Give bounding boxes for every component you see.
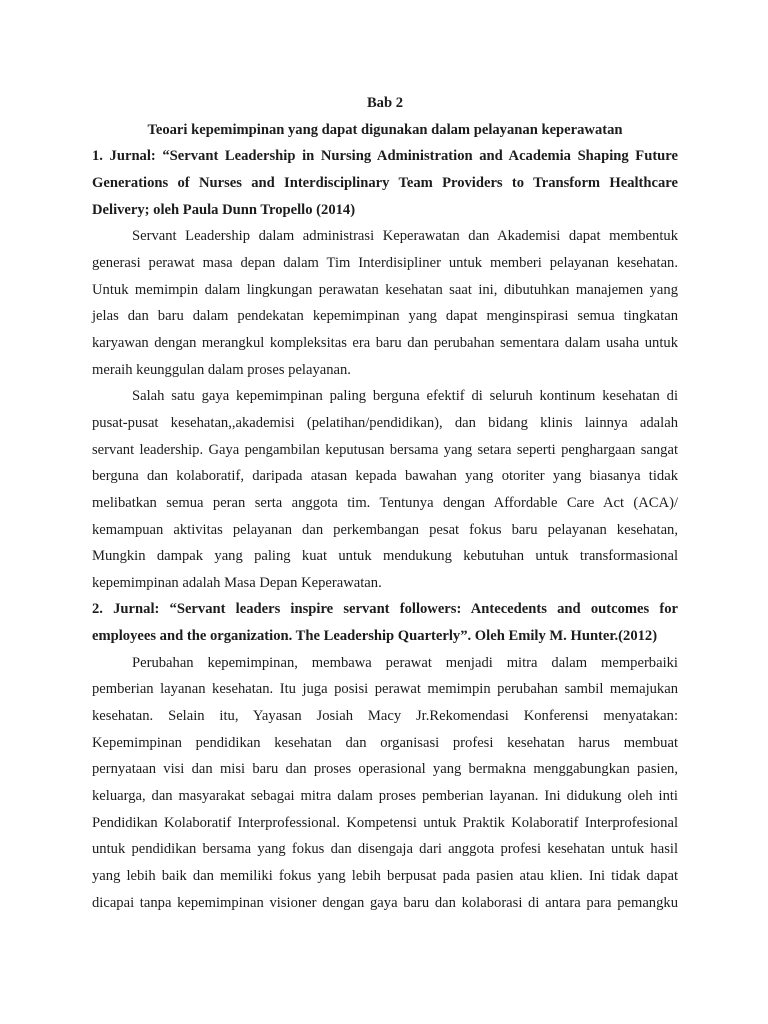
heading-line: Generations of Nurses and Interdisciplinary Team Providers to Transform Healthcare bbox=[92, 174, 678, 191]
paragraph-line: pusat-pusat kesehatan,,akademisi (pelatihan/pendidikan), dan bidang klinis lainnya adalah bbox=[92, 414, 678, 431]
heading-line: 1. Jurnal: “Servant Leadership in Nursing Administration and Academia Shaping Future bbox=[92, 148, 678, 165]
section-1 bbox=[92, 143, 678, 596]
paragraph-line: servant leadership. Gaya pengambilan keputusan bersama yang setara seperti penghargaan sangat bbox=[92, 441, 678, 458]
paragraph-line: meraih keunggulan dalam proses pelayanan. bbox=[92, 361, 351, 378]
paragraph-line: jelas dan baru dalam pendekatan kepemimpinan yang dapat menginspirasi semua tingkatan bbox=[92, 308, 678, 325]
paragraph-line: kesehatan. Selain itu, Yayasan Josiah Macy Jr.Rekomendasi Konferensi menyatakan: bbox=[92, 708, 678, 725]
paragraph-line: Perubahan kepemimpinan, membawa perawat menjadi mitra dalam memperbaiki bbox=[132, 654, 678, 671]
paragraph-line: untuk pendidikan bersama yang fokus dan disengaja dari anggota profesi kesehatan untuk hasil bbox=[92, 841, 678, 858]
paragraph-line: berguna dan kolaboratif, daripada atasan kepada bawahan yang otoriter yang biasanya tidak bbox=[92, 468, 678, 485]
section-heading bbox=[92, 143, 678, 223]
document-page bbox=[92, 90, 678, 916]
paragraph bbox=[92, 650, 678, 917]
paragraph-line: keluarga, dan masyarakat sebagai mitra dalam proses pemberian layanan. Ini didukung oleh inti bbox=[92, 788, 678, 805]
paragraph-line: Untuk memimpin dalam lingkungan perawatan kesehatan saat ini, dibutuhkan manajemen yang bbox=[92, 281, 678, 298]
paragraph-line: kepemimpinan adalah Masa Depan Keperawatan. bbox=[92, 574, 382, 591]
heading-line: employees and the organization. The Leadership Quarterly”. Oleh Emily M. Hunter.(2012) bbox=[92, 628, 658, 645]
paragraph-line: yang lebih baik dan memiliki fokus yang lebih berpusat pada pasien atau klien. Ini tidak dapat bbox=[92, 868, 678, 885]
heading-line: Delivery; oleh Paula Dunn Tropello (2014) bbox=[92, 201, 356, 218]
paragraph-line: generasi perawat masa depan dalam Tim Interdisipliner untuk memberi pelayanan kesehatan. bbox=[92, 254, 678, 271]
paragraph-line: Mungkin dampak yang paling kuat untuk mendukung kebutuhan untuk transformasional bbox=[92, 548, 678, 565]
paragraph-line: Pendidikan Kolaboratif Interprofessional. Kompetensi untuk Praktik Kolaboratif Interprofesional bbox=[92, 814, 678, 831]
paragraph-line: kemampuan aktivitas pelayanan dan perkembangan pesat fokus baru pelayanan kesehatan, bbox=[92, 521, 678, 538]
paragraph-line: melibatkan semua peran serta anggota tim. Tentunya dengan Affordable Care Act (ACA)/ bbox=[92, 494, 678, 511]
paragraph-line: pernyataan visi dan misi baru dan proses operasional yang bermakna menggabungkan pasien, bbox=[92, 761, 678, 778]
chapter-subtitle: Teoari kepemimpinan yang dapat digunakan dalam pelayanan keperawatan bbox=[147, 121, 623, 138]
paragraph-line: karyawan dengan merangkul kompleksitas era baru dan perubahan sementara dalam usaha untuk bbox=[92, 334, 678, 351]
section-heading bbox=[92, 596, 678, 649]
paragraph-line: Kepemimpinan pendidikan kesehatan dan organisasi profesi kesehatan harus membuat bbox=[92, 734, 678, 751]
paragraph-line: Salah satu gaya kepemimpinan paling berguna efektif di seluruh kontinum kesehatan di bbox=[132, 388, 678, 405]
paragraph-line: pemberian layanan kesehatan. Itu juga posisi perawat memimpin perubahan sambil memajukan bbox=[92, 681, 678, 698]
section-2 bbox=[92, 596, 678, 916]
paragraph-line: Servant Leadership dalam administrasi Keperawatan dan Akademisi dapat membentuk bbox=[132, 228, 678, 245]
heading-line: 2. Jurnal: “Servant leaders inspire servant followers: Antecedents and outcomes for bbox=[92, 601, 678, 618]
chapter-title: Bab 2 bbox=[366, 95, 404, 111]
paragraph-line: dicapai tanpa kepemimpinan visioner dengan gaya baru dan kolaborasi di antara para pemangku bbox=[92, 894, 678, 911]
paragraph bbox=[92, 383, 678, 596]
paragraph bbox=[92, 223, 678, 383]
